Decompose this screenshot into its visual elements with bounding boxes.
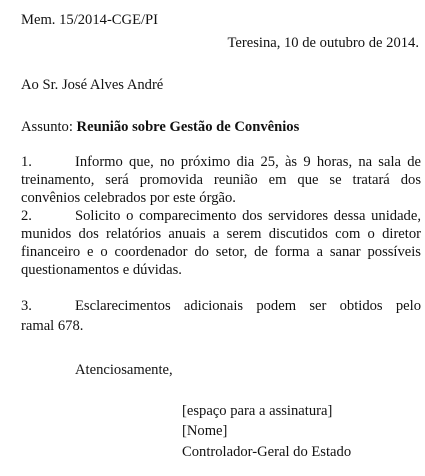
memo-reference: Mem. 15/2014-CGE/PI (21, 12, 159, 28)
signer-title: Controlador-Geral do Estado (182, 444, 352, 460)
paragraph-3-line-2: ramal 678. (21, 318, 84, 334)
paragraph-3-line-1: 3. Esclarecimentos adicionais podem ser obtidos pelo (21, 298, 421, 314)
date-line: Teresina, 10 de outubro de 2014. (227, 35, 419, 51)
paragraph-1-line-2: treinamento, será promovida reunião em que se tratará dos (21, 172, 421, 188)
paragraph-2-line-3: financeiro e o coordenador do setor, de forma a sanar possíveis (21, 244, 421, 260)
signer-name: [Nome] (182, 423, 228, 439)
paragraph-2-line-2: munidos dos relatórios anuais a serem discutidos com o diretor (21, 226, 421, 242)
subject-label: Assunto: (21, 119, 77, 135)
paragraph-1-number: 1. (21, 154, 32, 170)
addressee: Ao Sr. José Alves André (21, 77, 164, 93)
paragraph-2-number: 2. (21, 208, 32, 224)
signature-space: [espaço para a assinatura] (182, 403, 333, 419)
paragraph-2-line-1: 2. Solicito o comparecimento dos servidores dessa unidade, (21, 208, 421, 224)
paragraph-1-line-3: convênios celebrados por este órgão. (21, 190, 236, 206)
paragraph-1-line-1: 1. Informo que, no próximo dia 25, às 9 horas, na sala de (21, 154, 421, 170)
paragraph-3-number: 3. (21, 298, 32, 314)
closing: Atenciosamente, (75, 362, 173, 378)
subject-text: Reunião sobre Gestão de Convênios (76, 119, 300, 135)
paragraph-2-line-4: questionamentos e dúvidas. (21, 262, 182, 278)
subject-line (21, 119, 299, 136)
